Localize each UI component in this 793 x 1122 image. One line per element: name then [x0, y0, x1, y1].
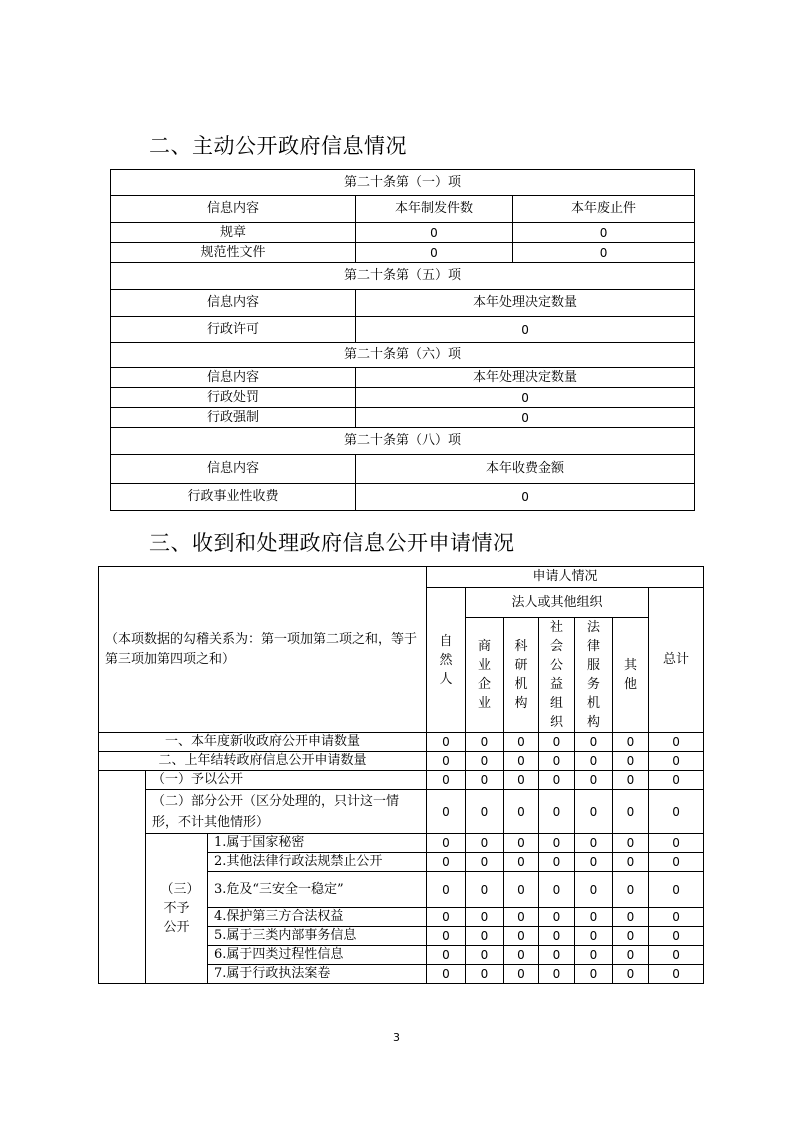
cell-value: 0 [613, 834, 649, 853]
cell-value: 0 [513, 243, 695, 263]
cell-value: 0 [427, 834, 466, 853]
section-2-heading: 二、主动公开政府信息情况 [149, 134, 407, 158]
cell-value: 0 [427, 908, 466, 927]
cell-value: 0 [466, 853, 504, 872]
cell-value: 0 [427, 927, 466, 946]
row-label-carried-over: 二、上年结转政府信息公开申请数量 [99, 752, 427, 771]
cell-value: 0 [649, 872, 704, 908]
cell-value: 0 [427, 946, 466, 965]
cell-value: 0 [575, 733, 613, 752]
row-label-partial: （二）部分公开（区分处理的，只计这一情形，不计其他情形） [146, 790, 427, 834]
refuse-reason: 7.属于行政执法案卷 [208, 965, 427, 984]
cell-value: 0 [613, 752, 649, 771]
cell-value: 0 [575, 872, 613, 908]
row-label-normative-docs: 规范性文件 [111, 243, 356, 263]
article-20-1-title: 第二十条第（一）项 [111, 170, 695, 196]
cell-value: 0 [539, 946, 575, 965]
col-header-abolished: 本年废止件 [513, 196, 695, 223]
cell-value: 0 [427, 790, 466, 834]
cell-value: 0 [504, 853, 539, 872]
col-header-decisions: 本年处理决定数量 [356, 290, 695, 317]
row-label-rules: 规章 [111, 223, 356, 243]
cell-value: 0 [649, 946, 704, 965]
cell-value: 0 [466, 733, 504, 752]
cell-value: 0 [539, 872, 575, 908]
applicant-header: 申请人情况 [427, 567, 704, 588]
cell-value: 0 [575, 752, 613, 771]
cell-value: 0 [427, 965, 466, 984]
refuse-reason: 2.其他法律行政法规禁止公开 [208, 853, 427, 872]
cell-value: 0 [466, 965, 504, 984]
cell-value: 0 [427, 872, 466, 908]
cell-value: 0 [356, 317, 695, 343]
refuse-group-label: （三）不予公开 [146, 834, 208, 984]
total-header: 总计 [649, 588, 704, 733]
cell-value: 0 [539, 908, 575, 927]
cell-value: 0 [504, 752, 539, 771]
refuse-reason: 5.属于三类内部事务信息 [208, 927, 427, 946]
cell-value: 0 [466, 946, 504, 965]
cell-value: 0 [466, 834, 504, 853]
cell-value: 0 [504, 790, 539, 834]
cell-value: 0 [356, 388, 695, 408]
col-header-info: 信息内容 [111, 196, 356, 223]
cell-value: 0 [613, 946, 649, 965]
cell-value: 0 [575, 790, 613, 834]
header-public-welfare: 社会公益组织 [539, 618, 575, 733]
row-label-disclosed: （一）予以公开 [146, 771, 427, 790]
cell-value: 0 [575, 965, 613, 984]
cell-value: 0 [575, 927, 613, 946]
cell-value: 0 [427, 853, 466, 872]
cell-value: 0 [466, 872, 504, 908]
header-research: 科研机构 [504, 618, 539, 733]
refuse-reason: 6.属于四类过程性信息 [208, 946, 427, 965]
cell-value: 0 [504, 927, 539, 946]
cell-value: 0 [575, 946, 613, 965]
col-header-info: 信息内容 [111, 290, 356, 317]
cell-value: 0 [504, 872, 539, 908]
cell-value: 0 [427, 752, 466, 771]
cell-value: 0 [504, 946, 539, 965]
cell-value: 0 [504, 908, 539, 927]
cell-value: 0 [504, 733, 539, 752]
cell-value: 0 [613, 771, 649, 790]
refuse-reason: 1.属于国家秘密 [208, 834, 427, 853]
cell-value: 0 [539, 752, 575, 771]
refuse-reason: 3.危及“三安全一稳定” [208, 872, 427, 908]
cell-value: 0 [649, 771, 704, 790]
cell-value: 0 [649, 733, 704, 752]
cell-value: 0 [613, 853, 649, 872]
article-20-8-title: 第二十条第（八）项 [111, 428, 695, 455]
refuse-reason: 4.保护第三方合法权益 [208, 908, 427, 927]
handling-result-group [99, 771, 146, 984]
cell-value: 0 [649, 834, 704, 853]
cell-value: 0 [539, 790, 575, 834]
cell-value: 0 [539, 927, 575, 946]
cell-value: 0 [613, 908, 649, 927]
application-handling-table [98, 566, 704, 984]
article-20-5-title: 第二十条第（五）项 [111, 263, 695, 290]
row-label-admin-fees: 行政事业性收费 [111, 484, 356, 511]
cell-value: 0 [575, 853, 613, 872]
reconciliation-note: （本项数据的勾稽关系为：第一项加第二项之和，等于第三项加第四项之和） [99, 567, 427, 733]
page-number: 3 [393, 1031, 400, 1044]
cell-value: 0 [539, 853, 575, 872]
section-3-heading: 三、收到和处理政府信息公开申请情况 [149, 531, 515, 555]
cell-value: 0 [539, 733, 575, 752]
col-header-info: 信息内容 [111, 368, 356, 388]
cell-value: 0 [613, 733, 649, 752]
cell-value: 0 [649, 790, 704, 834]
cell-value: 0 [613, 872, 649, 908]
header-other: 其他 [613, 618, 649, 733]
cell-value: 0 [427, 771, 466, 790]
row-label-enforcement: 行政强制 [111, 408, 356, 428]
cell-value: 0 [513, 223, 695, 243]
cell-value: 0 [539, 834, 575, 853]
cell-value: 0 [613, 790, 649, 834]
col-header-decisions: 本年处理决定数量 [356, 368, 695, 388]
header-commercial: 商业企业 [466, 618, 504, 733]
col-header-issued: 本年制发件数 [356, 196, 513, 223]
natural-person-header: 自然人 [427, 588, 466, 733]
cell-value: 0 [539, 965, 575, 984]
cell-value: 0 [504, 834, 539, 853]
header-legal-service: 法律服务机构 [575, 618, 613, 733]
cell-value: 0 [649, 752, 704, 771]
cell-value: 0 [356, 223, 513, 243]
row-label-new-requests: 一、本年度新收政府公开申请数量 [99, 733, 427, 752]
cell-value: 0 [466, 908, 504, 927]
cell-value: 0 [356, 243, 513, 263]
proactive-disclosure-table [110, 169, 695, 511]
cell-value: 0 [466, 752, 504, 771]
cell-value: 0 [427, 733, 466, 752]
cell-value: 0 [613, 965, 649, 984]
cell-value: 0 [649, 927, 704, 946]
cell-value: 0 [466, 771, 504, 790]
cell-value: 0 [613, 927, 649, 946]
cell-value: 0 [466, 927, 504, 946]
cell-value: 0 [356, 408, 695, 428]
cell-value: 0 [504, 965, 539, 984]
cell-value: 0 [649, 965, 704, 984]
cell-value: 0 [356, 484, 695, 511]
cell-value: 0 [539, 771, 575, 790]
cell-value: 0 [649, 853, 704, 872]
row-label-licensing: 行政许可 [111, 317, 356, 343]
cell-value: 0 [649, 908, 704, 927]
cell-value: 0 [504, 771, 539, 790]
col-header-fee-amount: 本年收费金额 [356, 455, 695, 484]
cell-value: 0 [575, 834, 613, 853]
col-header-info: 信息内容 [111, 455, 356, 484]
cell-value: 0 [575, 908, 613, 927]
cell-value: 0 [575, 771, 613, 790]
legal-org-header: 法人或其他组织 [466, 588, 649, 618]
article-20-6-title: 第二十条第（六）项 [111, 343, 695, 368]
cell-value: 0 [466, 790, 504, 834]
row-label-penalty: 行政处罚 [111, 388, 356, 408]
